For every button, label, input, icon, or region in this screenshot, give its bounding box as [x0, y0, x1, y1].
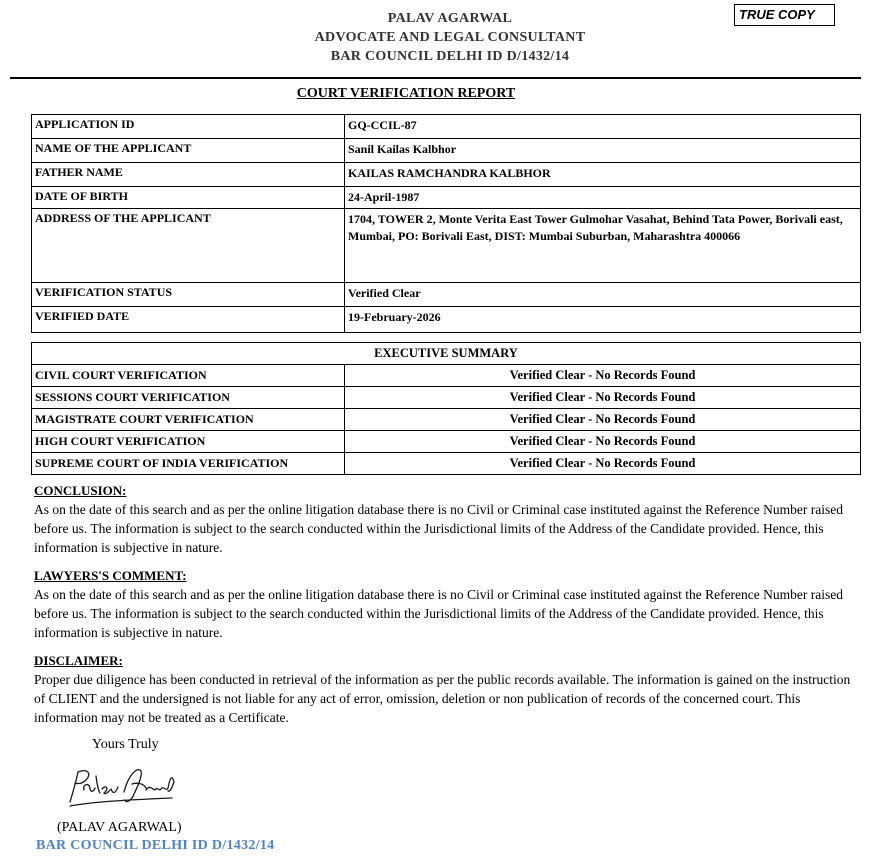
applicant-details-table: [31, 114, 861, 333]
table-row: [32, 115, 861, 139]
signatory-bar-id: BAR COUNCIL DELHI ID D/1432/14: [36, 838, 275, 853]
lawyers-comment-text: As on the date of this search and as per the online litigation database there is no Civil or Criminal case instituted against the Reference Number raised before us. The information is subject to the search conducted within the Jurisdictional limits of the Address of the Candidate provided. Hence, this information is subjective in nature.: [34, 587, 844, 640]
detail-label: VERIFIED DATE: [32, 307, 345, 333]
detail-label: FATHER NAME: [32, 163, 345, 187]
detail-label: APPLICATION ID: [32, 115, 345, 139]
table-row: [32, 431, 861, 453]
table-row: [32, 409, 861, 431]
summary-value: Verified Clear - No Records Found: [345, 365, 861, 387]
summary-label: CIVIL COURT VERIFICATION: [32, 365, 345, 387]
table-row: [32, 209, 861, 283]
summary-header: EXECUTIVE SUMMARY: [32, 343, 861, 365]
detail-label: ADDRESS OF THE APPLICANT: [32, 209, 345, 283]
summary-label: HIGH COURT VERIFICATION: [32, 431, 345, 453]
header-divider: [10, 77, 861, 79]
advocate-name: PALAV AGARWAL: [387, 11, 513, 26]
detail-value: GQ-CCIL-87: [345, 115, 861, 139]
detail-value: 1704, TOWER 2, Monte Verita East Tower Gulmohar Vasahat, Behind Tata Power, Borivali east, Mumbai, PO: Borivali East, DIST: Mumbai Suburban, Maharashtra 400066: [345, 209, 861, 283]
detail-value: Sanil Kailas Kalbhor: [345, 139, 861, 163]
table-row: [32, 283, 861, 307]
summary-value: Verified Clear - No Records Found: [345, 453, 861, 475]
summary-value: Verified Clear - No Records Found: [345, 431, 861, 453]
detail-label: VERIFICATION STATUS: [32, 283, 345, 307]
detail-value: 24-April-1987: [345, 187, 861, 209]
table-row: [32, 453, 861, 475]
table-row: [32, 365, 861, 387]
letterhead: [200, 9, 700, 66]
conclusion-text: As on the date of this search and as per the online litigation database there is no Civil or Criminal case instituted against the Reference Number raised before us. The information is subject to the search conducted within the Jurisdictional limits of the Address of the Candidate provided. Hence, this information is subjective in nature.: [34, 502, 844, 555]
report-title: COURT VERIFICATION REPORT: [296, 86, 516, 101]
disclaimer-heading: DISCLAIMER:: [34, 653, 123, 668]
table-row: [32, 139, 861, 163]
detail-value: KAILAS RAMCHANDRA KALBHOR: [345, 163, 861, 187]
signatory-name: (PALAV AGARWAL): [57, 820, 182, 835]
summary-value: Verified Clear - No Records Found: [345, 409, 861, 431]
lawyers-comment-section: [34, 566, 854, 642]
summary-label: MAGISTRATE COURT VERIFICATION: [32, 409, 345, 431]
table-row: [32, 163, 861, 187]
lawyers-comment-heading: LAWYERS'S COMMENT:: [34, 568, 187, 583]
detail-value: 19-February-2026: [345, 307, 861, 333]
table-row: [32, 387, 861, 409]
handwritten-signature: [62, 762, 184, 810]
summary-value: Verified Clear - No Records Found: [345, 387, 861, 409]
table-row: [32, 307, 861, 333]
executive-summary-table: [31, 342, 861, 475]
closing-salutation: Yours Truly: [92, 737, 159, 752]
table-row: [32, 343, 861, 365]
table-row: [32, 187, 861, 209]
disclaimer-text: Proper due diligence has been conducted in retrieval of the information as per the public records available. The information is gained on the instruction of CLIENT and the undersigned is not liable for any act of error, omission, deletion or non publication of records of the concerned court. This information may not be treated as a Certificate.: [34, 672, 851, 725]
advocate-designation: ADVOCATE AND LEGAL CONSULTANT: [314, 30, 586, 45]
true-copy-stamp: TRUE COPY: [734, 4, 835, 26]
detail-label: DATE OF BIRTH: [32, 187, 345, 209]
summary-label: SUPREME COURT OF INDIA VERIFICATION: [32, 453, 345, 475]
bar-council-id: BAR COUNCIL DELHI ID D/1432/14: [330, 49, 570, 64]
disclaimer-section: [34, 651, 854, 727]
conclusion-section: [34, 481, 854, 557]
detail-value: Verified Clear: [345, 283, 861, 307]
detail-label: NAME OF THE APPLICANT: [32, 139, 345, 163]
conclusion-heading: CONCLUSION:: [34, 483, 127, 498]
summary-label: SESSIONS COURT VERIFICATION: [32, 387, 345, 409]
